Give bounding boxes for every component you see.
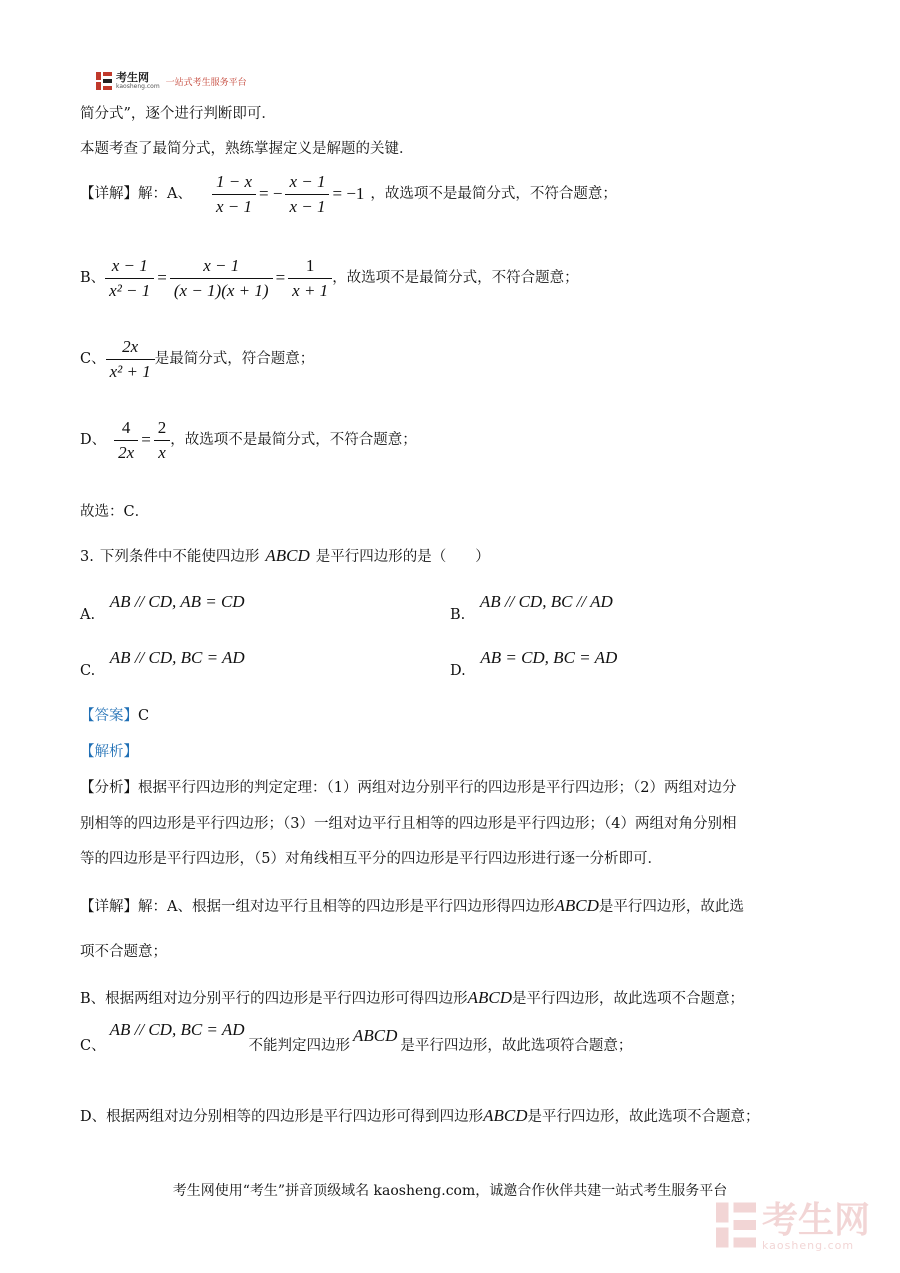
expr-d bbox=[114, 418, 170, 463]
abcd-label: ABCD bbox=[265, 546, 310, 565]
header-logo bbox=[96, 72, 247, 90]
logo-domain: kaosheng.com bbox=[116, 83, 160, 90]
answer-label: 【答案】 bbox=[80, 708, 138, 724]
abcd-label: ABCD bbox=[467, 988, 513, 1007]
option-label: D. bbox=[450, 663, 466, 679]
option-label: B. bbox=[450, 607, 466, 623]
detail2-b-post: 是平行四边形，故此选项不合题意； bbox=[512, 991, 745, 1007]
detail2-c-label: C、 bbox=[80, 1038, 106, 1054]
option-expr: AB // CD, AB = CD bbox=[109, 592, 245, 611]
analysis-p2: 别相等的四边形是平行四边形；（3）一组对边平行且相等的四边形是平行四边形；（4）两组对角分别相 bbox=[80, 816, 737, 832]
frac-a1: $\frac{1 - x}{x - 1}$ bbox=[212, 172, 256, 217]
detail2-a bbox=[80, 896, 744, 917]
option-label: C. bbox=[80, 663, 96, 679]
option-expr: AB // CD, BC = AD bbox=[109, 648, 245, 667]
detail2-b bbox=[80, 988, 744, 1009]
kaosheng-logo-icon bbox=[96, 72, 112, 90]
watermark-name: 考生网 bbox=[762, 1199, 871, 1241]
question-stem bbox=[80, 546, 490, 567]
detail2-d-post: 是平行四边形，故此选项不合题意； bbox=[527, 1109, 760, 1125]
watermark bbox=[716, 1200, 870, 1254]
detail-d-line bbox=[80, 416, 417, 464]
watermark-logo-icon bbox=[716, 1200, 756, 1254]
option-expr: AB // CD, BC // AD bbox=[479, 592, 613, 611]
detail-a-line bbox=[80, 172, 617, 216]
frac-b2: $\frac{x - 1}{(x - 1)(x + 1)}$ bbox=[170, 256, 273, 301]
eq-minus: = − bbox=[259, 184, 283, 203]
option-c bbox=[80, 648, 245, 681]
frac-d2: $\frac{2}{x}$ bbox=[154, 418, 171, 463]
detail2-c bbox=[80, 1020, 633, 1056]
option-b bbox=[450, 592, 613, 625]
answer-line bbox=[80, 706, 149, 726]
eq-result: = −1 bbox=[332, 184, 365, 203]
text-line-2: 本题考查了最简分式，熟练掌握定义是解题的关键． bbox=[80, 141, 414, 157]
detail2-a-cont: 项不合题意； bbox=[80, 944, 167, 960]
analysis-p3: 等的四边形是平行四边形，（5）对角线相互平分的四边形是平行四边形进行逐一分析即可． bbox=[80, 851, 662, 867]
frac-a2: $\frac{x - 1}{x - 1}$ bbox=[285, 172, 329, 217]
b-label: B、 bbox=[80, 270, 106, 286]
stem-post: 是平行四边形的是（ ） bbox=[315, 549, 490, 565]
answer-value: C bbox=[138, 708, 150, 724]
frac-d1: $\frac{4}{2x}$ bbox=[114, 418, 138, 463]
option-d bbox=[450, 648, 618, 681]
detail-c-tail: 是最简分式，符合题意； bbox=[154, 351, 315, 367]
detail-b-line bbox=[80, 254, 579, 302]
abcd-label: ABCD bbox=[483, 1106, 528, 1125]
expr-b bbox=[105, 256, 332, 301]
stem-pre: 下列条件中不能使四边形 bbox=[99, 549, 260, 565]
detail2-b-pre: B、根据两组对边分别平行的四边形是平行四边形可得四边形 bbox=[80, 991, 468, 1007]
detail2-a-pre: 【详解】解：A、根据一组对边平行且相等的四边形是平行四边形得四边形 bbox=[80, 899, 555, 915]
eq-sign: = bbox=[157, 268, 167, 287]
frac-b3: $\frac{1}{x + 1}$ bbox=[288, 256, 332, 301]
question-number: 3. bbox=[80, 549, 94, 565]
option-expr: AB = CD, BC = AD bbox=[480, 648, 618, 667]
eq-sign: = bbox=[141, 430, 151, 449]
analysis-p1: 【分析】根据平行四边形的判定定理：（1）两组对边分别平行的四边形是平行四边形；（2）两组对边分 bbox=[80, 780, 737, 796]
frac-b1: $\frac{x - 1}{\text{x² − 1}}$ bbox=[105, 256, 154, 301]
text-line-1: 简分式”，逐个进行判断即可． bbox=[80, 106, 276, 122]
choose-line: 故选：C． bbox=[80, 504, 150, 520]
detail-c-line bbox=[80, 336, 314, 382]
logo-name: 考生网 bbox=[116, 71, 149, 84]
expr-a bbox=[212, 172, 364, 217]
abcd-label: ABCD bbox=[554, 896, 599, 915]
analysis-label: 【解析】 bbox=[80, 744, 138, 760]
option-label: A. bbox=[80, 607, 96, 623]
detail2-d bbox=[80, 1106, 760, 1127]
d-label: D、 bbox=[80, 432, 107, 448]
detail2-a-post: 是平行四边形，故此选 bbox=[598, 899, 744, 915]
detail2-d-pre: D、根据两组对边分别相等的四边形是平行四边形可得到四边形 bbox=[80, 1109, 484, 1125]
option-a bbox=[80, 592, 245, 625]
frac-c: $\frac{2x}{\text{x² + 1}}$ bbox=[106, 337, 155, 382]
detail-label: 【详解】解：A、 bbox=[80, 186, 192, 202]
detail-b-tail: ，故选项不是最简分式，不符合题意； bbox=[332, 270, 579, 286]
detail-a-tail: ，故选项不是最简分式，不符合题意； bbox=[370, 186, 617, 202]
abcd-label: ABCD bbox=[353, 1026, 398, 1045]
footer-text: 考生网使用“考生”拼音顶级域名 kaosheng.com，诚邀合作伙伴共建一站式考生服务平台 bbox=[172, 1183, 728, 1199]
eq-sign: = bbox=[275, 268, 286, 287]
detail2-c-post: 是平行四边形，故此选项符合题意； bbox=[400, 1038, 633, 1054]
logo-slogan: 一站式考生服务平台 bbox=[165, 77, 247, 88]
detail-d-tail: ，故选项不是最简分式，不符合题意； bbox=[170, 432, 417, 448]
detail2-c-expr: AB // CD, BC = AD bbox=[109, 1020, 245, 1039]
watermark-domain: kaosheng.com bbox=[762, 1238, 855, 1252]
c-label: C、 bbox=[80, 351, 106, 367]
detail2-c-mid: 不能判定四边形 bbox=[248, 1038, 350, 1054]
